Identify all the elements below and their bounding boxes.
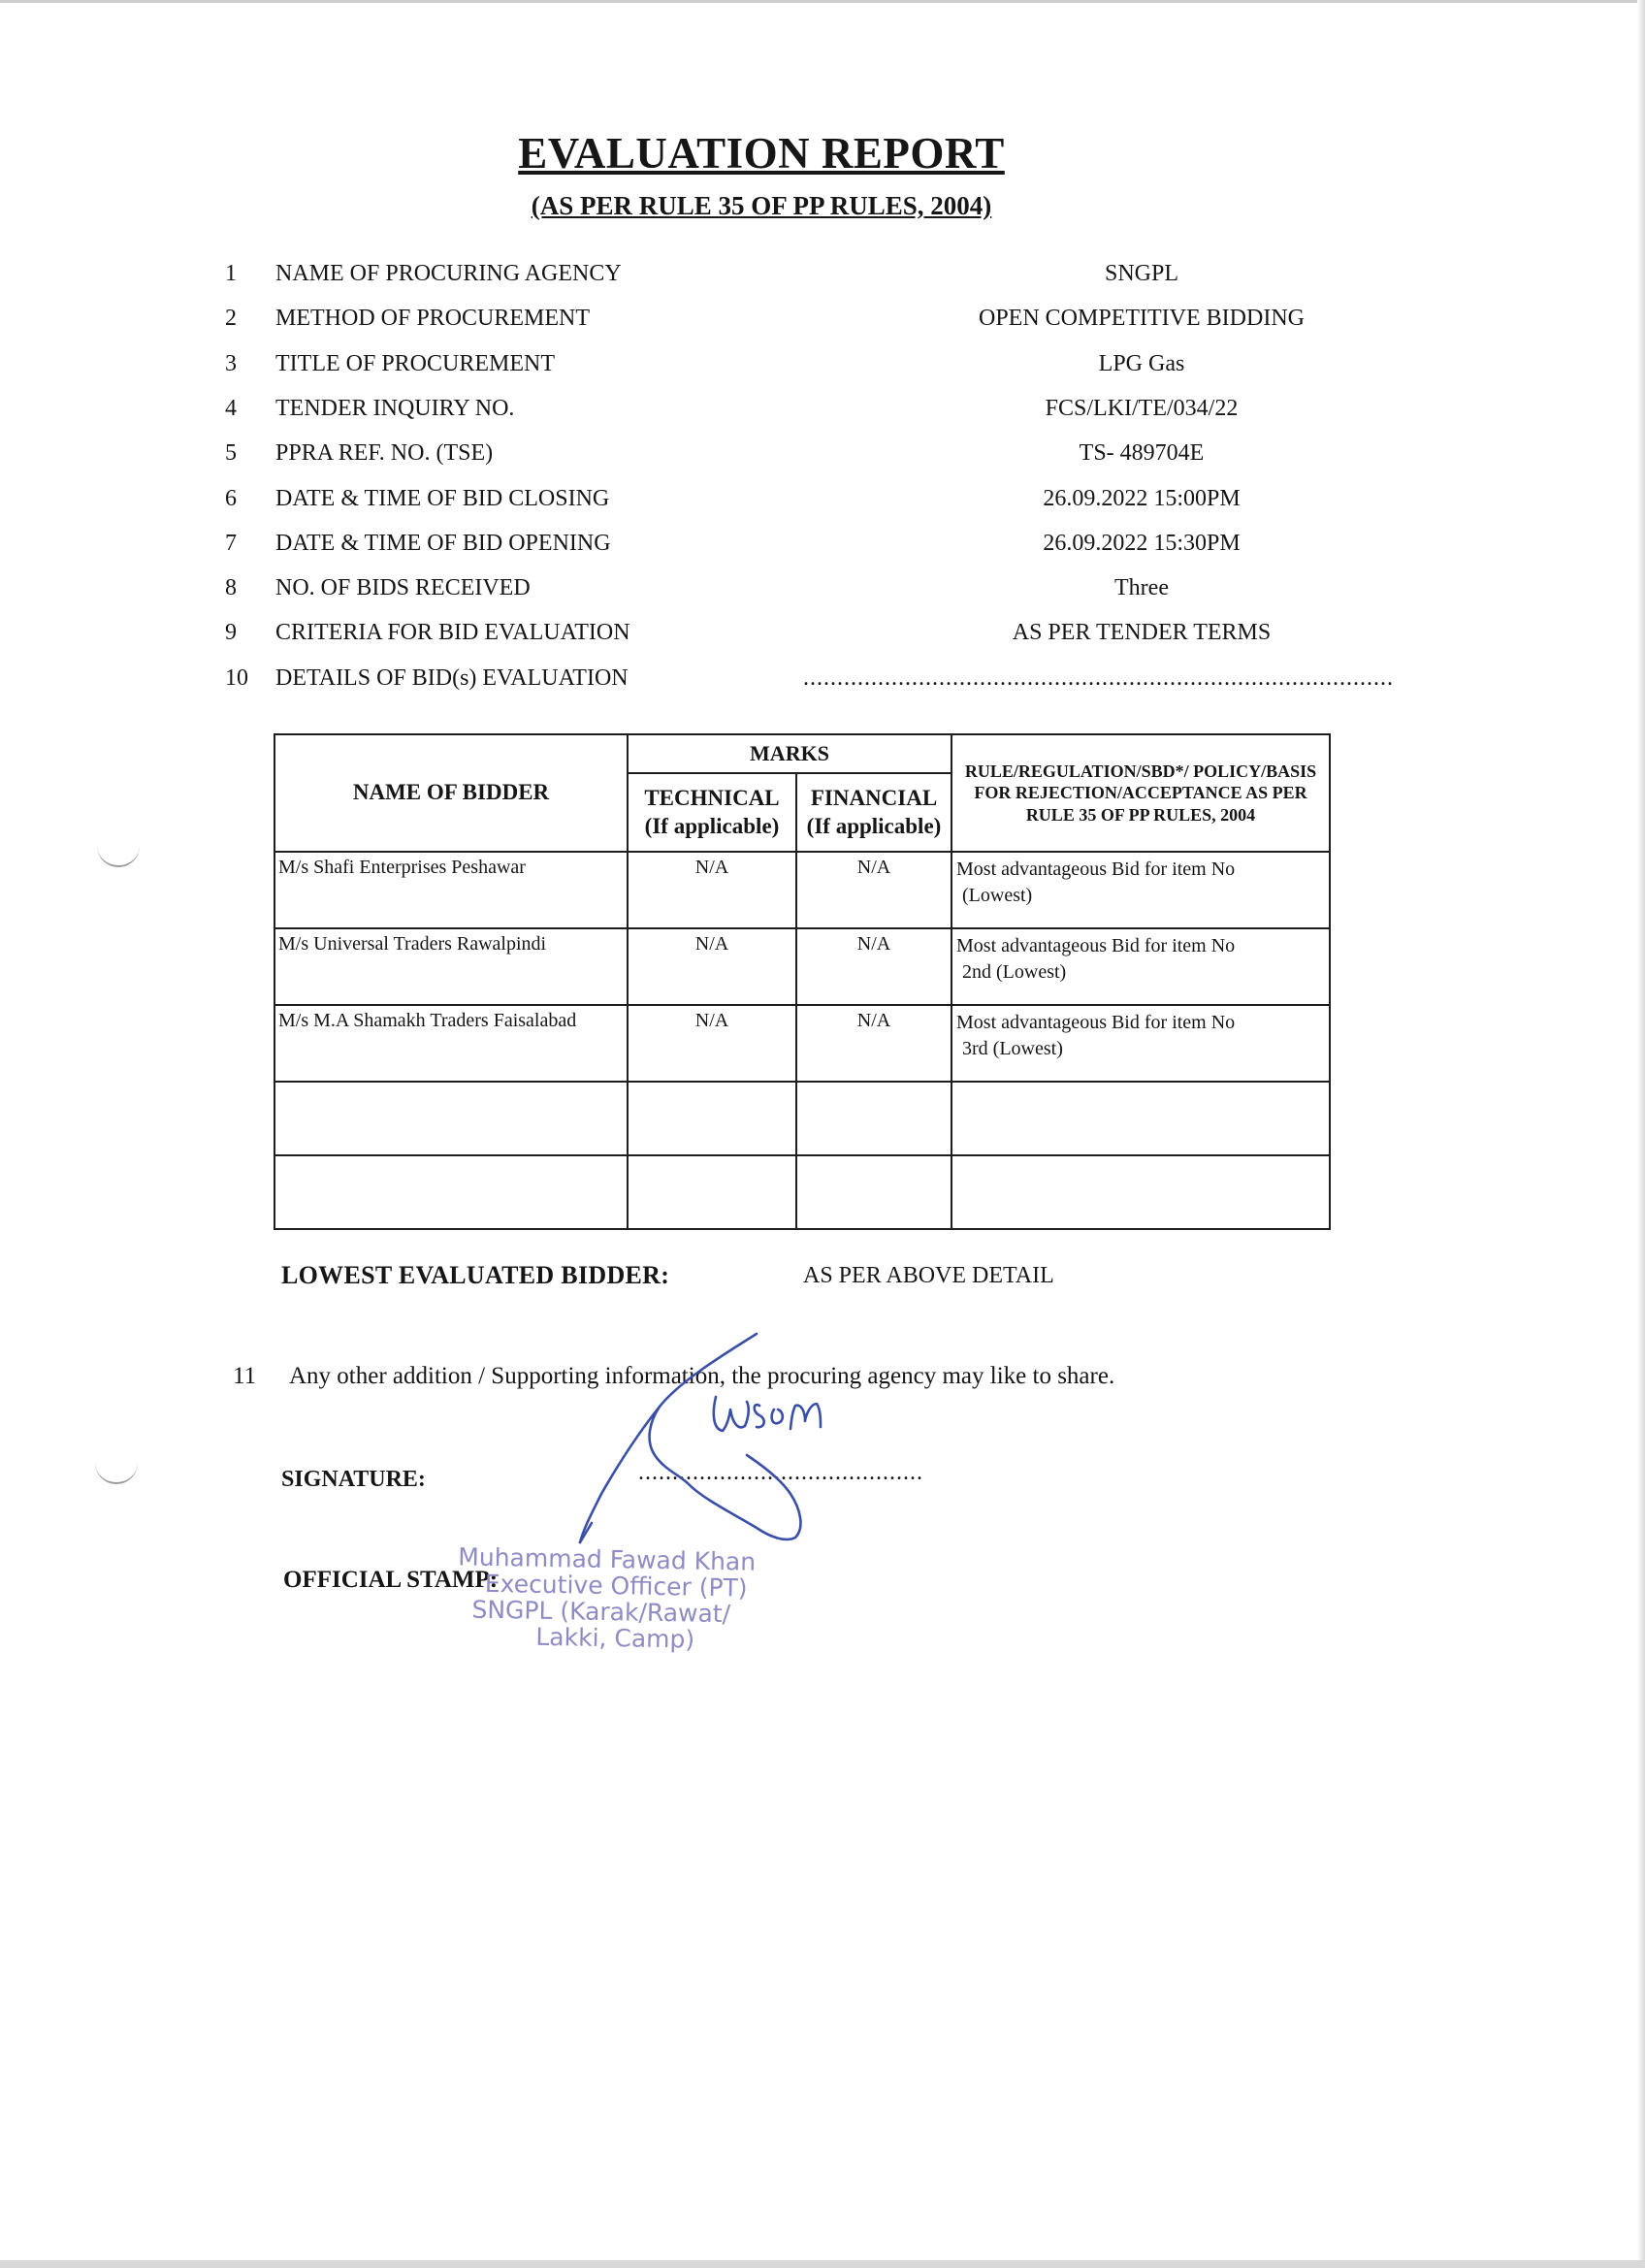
header-technical-label: TECHNICAL bbox=[644, 785, 780, 810]
bidder-name: M/s M.A Shamakh Traders Faisalabad bbox=[274, 1005, 628, 1082]
empty-cell bbox=[628, 1155, 796, 1229]
item-11-text: Any other addition / Supporting information, the procuring agency may like to share. bbox=[289, 1363, 1115, 1389]
info-item bbox=[225, 526, 1331, 561]
info-item-number: 6 bbox=[225, 485, 237, 511]
info-item-number: 3 bbox=[225, 350, 237, 376]
info-item-number: 4 bbox=[225, 395, 237, 421]
info-item-value: LPG Gas bbox=[1098, 350, 1185, 376]
technical-marks: N/A bbox=[628, 928, 796, 1005]
rule-basis-line2: 2nd (Lowest) bbox=[962, 961, 1067, 983]
info-item bbox=[225, 301, 1331, 336]
info-item-value: SNGPL bbox=[1104, 261, 1179, 286]
rule-basis bbox=[952, 852, 1330, 928]
info-item-value: 26.09.2022 15:00PM bbox=[1043, 485, 1241, 511]
empty-cell bbox=[274, 1082, 628, 1155]
rule-basis bbox=[952, 928, 1330, 1005]
page-edge-top bbox=[0, 0, 1645, 3]
info-item bbox=[225, 661, 1394, 696]
header-bidder-name: NAME OF BIDDER bbox=[274, 734, 628, 852]
page-edge-right bbox=[1637, 0, 1645, 2268]
info-item-number: 10 bbox=[225, 664, 248, 691]
info-item-label: CRITERIA FOR BID EVALUATION bbox=[275, 620, 630, 646]
info-item-label: DATE & TIME OF BID OPENING bbox=[275, 530, 611, 556]
info-item-label: DATE & TIME OF BID CLOSING bbox=[275, 485, 610, 511]
info-item-number: 5 bbox=[225, 440, 237, 467]
info-item-value: TS- 489704E bbox=[1079, 440, 1205, 467]
empty-table-row bbox=[274, 1082, 1330, 1155]
info-item-value: 26.09.2022 15:30PM bbox=[1043, 530, 1241, 556]
empty-cell bbox=[796, 1155, 952, 1229]
header-technical-sub: (If applicable) bbox=[644, 813, 780, 838]
info-item-number: 1 bbox=[225, 261, 237, 286]
stamp-line3: SNGPL (Karak/Rawat/ bbox=[471, 1595, 731, 1629]
info-item bbox=[225, 391, 1331, 426]
info-item bbox=[225, 570, 1331, 605]
info-item-label: TENDER INQUIRY NO. bbox=[275, 395, 515, 421]
punch-hole-mark bbox=[97, 844, 140, 867]
info-item-label: METHOD OF PROCUREMENT bbox=[275, 306, 591, 332]
report-title: EVALUATION REPORT bbox=[518, 129, 1005, 178]
header-financial bbox=[796, 773, 952, 852]
info-item-label: DETAILS OF BID(s) EVALUATION bbox=[275, 664, 629, 691]
info-item bbox=[225, 256, 1331, 291]
financial-marks: N/A bbox=[796, 852, 952, 928]
rule-basis-line1: Most advantageous Bid for item No bbox=[956, 1012, 1236, 1033]
header-technical bbox=[628, 773, 796, 852]
official-stamp-label: OFFICIAL STAMP: bbox=[283, 1567, 499, 1593]
handwritten-signature bbox=[563, 1324, 854, 1576]
info-item-value: Three bbox=[1114, 575, 1169, 601]
table-row bbox=[274, 1005, 1330, 1082]
punch-hole-mark bbox=[95, 1461, 138, 1484]
signature-line: .......................................... bbox=[638, 1460, 923, 1485]
technical-marks: N/A bbox=[628, 1005, 796, 1082]
page-edge-bottom bbox=[0, 2260, 1645, 2268]
info-item bbox=[225, 615, 1331, 650]
header-financial-label: FINANCIAL bbox=[810, 785, 938, 810]
header-marks: MARKS bbox=[628, 734, 952, 773]
info-item-value: AS PER TENDER TERMS bbox=[1012, 620, 1272, 646]
bidder-name: M/s Universal Traders Rawalpindi bbox=[274, 928, 628, 1005]
info-item-number: 8 bbox=[225, 575, 237, 601]
report-subtitle: (AS PER RULE 35 OF PP RULES, 2004) bbox=[531, 191, 992, 220]
financial-marks: N/A bbox=[796, 928, 952, 1005]
info-item-label: NAME OF PROCURING AGENCY bbox=[275, 261, 622, 286]
empty-cell bbox=[628, 1082, 796, 1155]
info-item-value: OPEN COMPETITIVE BIDDING bbox=[979, 306, 1305, 332]
header-rule: RULE/REGULATION/SBD*/ POLICY/BASIS FOR REJECTION/ACCEPTANCE AS PER RULE 35 OF PP RULES, 2004 bbox=[952, 734, 1330, 852]
empty-cell bbox=[952, 1082, 1330, 1155]
stamp-line1: Muhammad Fawad Khan bbox=[458, 1542, 757, 1576]
empty-cell bbox=[274, 1155, 628, 1229]
lowest-bidder-value: AS PER ABOVE DETAIL bbox=[803, 1263, 1054, 1288]
info-item-label: NO. OF BIDS RECEIVED bbox=[275, 575, 531, 601]
empty-table-row bbox=[274, 1155, 1330, 1229]
stamp-line2: Executive Officer (PT) bbox=[484, 1569, 748, 1603]
stamp-line4: Lakki, Camp) bbox=[535, 1622, 695, 1654]
bidder-name: M/s Shafi Enterprises Peshawar bbox=[274, 852, 628, 928]
info-item-number: 7 bbox=[225, 530, 237, 556]
info-item bbox=[225, 346, 1331, 381]
info-item-number: 2 bbox=[225, 306, 237, 332]
lowest-bidder-label: LOWEST EVALUATED BIDDER: bbox=[281, 1261, 670, 1289]
rule-basis bbox=[952, 1005, 1330, 1082]
signature-label: SIGNATURE: bbox=[281, 1467, 426, 1492]
rule-basis-line2: 3rd (Lowest) bbox=[962, 1038, 1063, 1059]
info-item-label: PPRA REF. NO. (TSE) bbox=[275, 440, 494, 467]
info-item-number: 9 bbox=[225, 620, 237, 646]
info-item bbox=[225, 436, 1331, 470]
rule-basis-line1: Most advantageous Bid for item No bbox=[956, 859, 1236, 880]
item-11-number: 11 bbox=[233, 1363, 257, 1389]
empty-cell bbox=[796, 1082, 952, 1155]
bids-table bbox=[274, 733, 1331, 1230]
rule-basis-line2: (Lowest) bbox=[962, 885, 1033, 906]
info-item-value: ....................................................................................... bbox=[803, 664, 1394, 691]
info-item-value: FCS/LKI/TE/034/22 bbox=[1045, 395, 1239, 421]
technical-marks: N/A bbox=[628, 852, 796, 928]
info-item-label: TITLE OF PROCUREMENT bbox=[275, 350, 555, 376]
info-item bbox=[225, 481, 1331, 516]
table-row bbox=[274, 852, 1330, 928]
header-financial-sub: (If applicable) bbox=[806, 813, 942, 838]
table-row bbox=[274, 928, 1330, 1005]
rule-basis-line1: Most advantageous Bid for item No bbox=[956, 935, 1236, 956]
empty-cell bbox=[952, 1155, 1330, 1229]
financial-marks: N/A bbox=[796, 1005, 952, 1082]
